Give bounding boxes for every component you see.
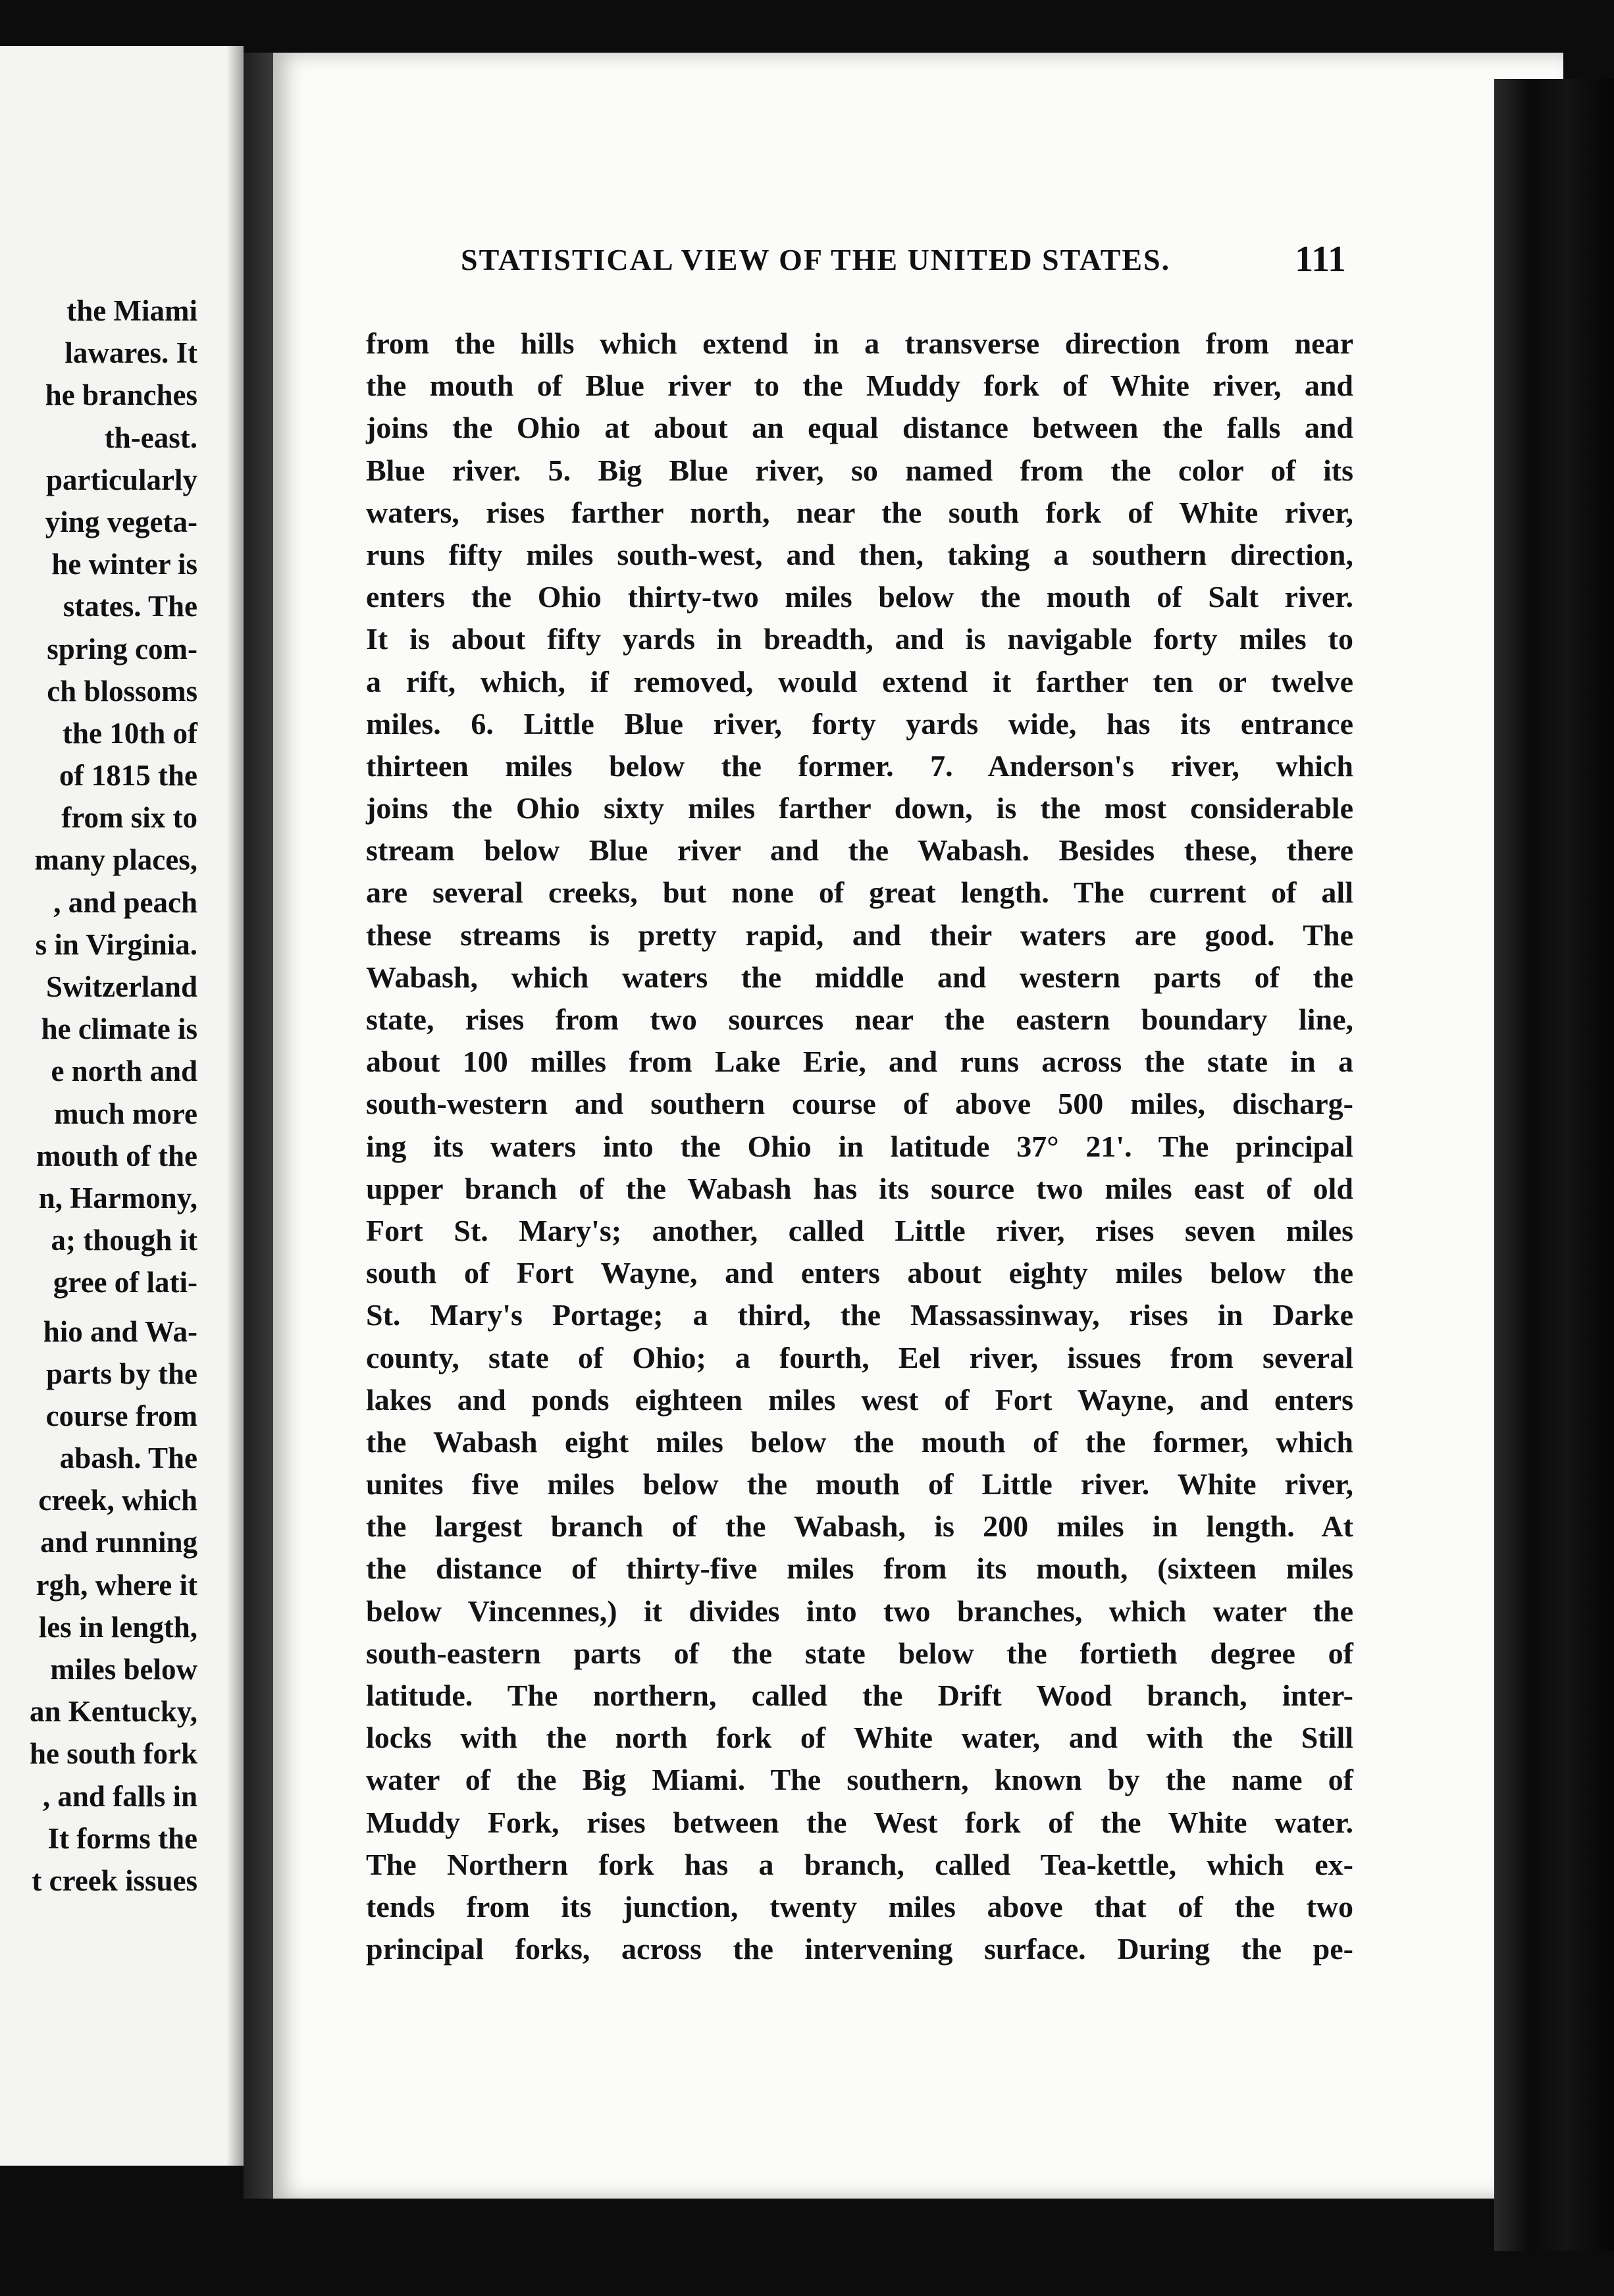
- facing-page-line: of 1815 the: [59, 759, 197, 793]
- facing-page-line: th-east.: [104, 421, 197, 454]
- facing-page-line: lawares. It: [65, 336, 197, 370]
- facing-page-line: and running: [40, 1526, 197, 1559]
- text-line: The Northern fork has a branch, called Tea-kettle, which ex-: [366, 1847, 1353, 1881]
- text-line: enters the Ohio thirty-two miles below the mouth of Salt river.: [366, 580, 1353, 614]
- facing-page-line: mouth of the: [36, 1139, 197, 1172]
- text-line: south-eastern parts of the state below the fortieth degree of: [366, 1636, 1353, 1670]
- text-line: runs fifty miles south-west, and then, taking a southern direction,: [366, 537, 1353, 571]
- text-line: a rift, which, if removed, would extend it farther ten or twelve: [366, 664, 1353, 698]
- facing-page-line: t creek issues: [32, 1864, 197, 1897]
- running-head: [461, 239, 1346, 280]
- text-line: stream below Blue river and the Wabash. Besides these, there: [366, 833, 1353, 868]
- text-line: unites five miles below the mouth of Little river. White river,: [366, 1467, 1353, 1501]
- text-line: Wabash, which waters the middle and western parts of the: [366, 960, 1353, 994]
- facing-page-line: Switzerland: [46, 970, 197, 1003]
- text-line: about 100 milles from Lake Erie, and runs across the state in a: [366, 1045, 1353, 1079]
- facing-page-line: , and peach: [53, 885, 197, 919]
- facing-page-shadow: [226, 46, 244, 2166]
- facing-page-line: he branches: [45, 378, 197, 412]
- text-line: are several creeks, but none of great length. The current of all: [366, 875, 1353, 910]
- body-text: [366, 323, 1353, 1970]
- text-line: locks with the north fork of White water, and with the Still: [366, 1721, 1353, 1755]
- facing-page-line: the Miami: [66, 294, 197, 327]
- facing-page-line: he climate is: [41, 1012, 197, 1046]
- facing-page-line: parts by the: [45, 1357, 197, 1390]
- facing-page-line: s in Virginia.: [35, 927, 197, 961]
- facing-page-line: rgh, where it: [36, 1568, 197, 1602]
- facing-page-line: particularly: [46, 463, 197, 496]
- text-line: Blue river. 5. Big Blue river, so named from the color of its: [366, 453, 1353, 487]
- facing-page-line: , and falls in: [42, 1779, 197, 1813]
- facing-page-line: [0, 1304, 197, 1311]
- text-line: Muddy Fork, rises between the West fork of the White water.: [366, 1805, 1353, 1839]
- text-line: ing its waters into the Ohio in latitude 37° 21'. The principal: [366, 1129, 1353, 1163]
- text-line: principal forks, across the intervening surface. During the pe-: [366, 1932, 1353, 1966]
- text-line: the Wabash eight miles below the mouth of the former, which: [366, 1424, 1353, 1459]
- facing-page-line: an Kentucky,: [29, 1695, 197, 1729]
- text-line: miles. 6. Little Blue river, forty yards wide, has its entrance: [366, 706, 1353, 741]
- text-line: below Vincennes,) it divides into two branches, which water the: [366, 1594, 1353, 1628]
- facing-page-line: from six to: [61, 801, 197, 835]
- text-line: It is about fifty yards in breadth, and is navigable forty miles to: [366, 622, 1353, 656]
- facing-page-line: It forms the: [47, 1821, 197, 1855]
- facing-page-line: ying vegeta-: [45, 505, 197, 538]
- facing-page-line: he south fork: [29, 1737, 197, 1771]
- text-line: the distance of thirty-five miles from its mouth, (sixteen miles: [366, 1552, 1353, 1586]
- text-line: these streams is pretty rapid, and their waters are good. The: [366, 918, 1353, 952]
- facing-page-text: [0, 290, 197, 1902]
- facing-page-line: les in length,: [38, 1610, 197, 1644]
- facing-page-line: spring com-: [47, 632, 197, 665]
- text-line: latitude. The northern, called the Drift Wood branch, inter-: [366, 1679, 1353, 1712]
- text-line: south-western and southern course of above 500 miles, discharg-: [366, 1087, 1353, 1121]
- text-line: thirteen miles below the former. 7. Anderson's river, which: [366, 748, 1353, 783]
- text-line: from the hills which extend in a transverse direction from near: [366, 326, 1353, 360]
- facing-page-line: e north and: [51, 1055, 197, 1088]
- facing-page-line: course from: [45, 1399, 197, 1432]
- text-line: water of the Big Miami. The southern, known by the name of: [366, 1763, 1353, 1797]
- running-head-title: STATISTICAL VIEW OF THE UNITED STATES.: [461, 243, 1171, 276]
- text-line: upper branch of the Wabash has its source two miles east of old: [366, 1171, 1353, 1205]
- text-line: joins the Ohio at about an equal distance between the falls and: [366, 411, 1353, 445]
- text-line: state, rises from two sources near the eastern boundary line,: [366, 1003, 1353, 1036]
- facing-page-line: states. The: [63, 590, 197, 623]
- facing-page-line: much more: [54, 1097, 197, 1130]
- text-line: waters, rises farther north, near the south fork of White river,: [366, 495, 1353, 529]
- text-line: tends from its junction, twenty miles above that of the two: [366, 1889, 1353, 1923]
- facing-page-line: gree of lati-: [53, 1266, 197, 1299]
- facing-page-line: many places,: [34, 843, 197, 877]
- page-number: 111: [1295, 239, 1346, 280]
- text-line: county, state of Ohio; a fourth, Eel river, issues from several: [366, 1340, 1353, 1374]
- facing-page-line: ch blossoms: [47, 674, 197, 708]
- text-line: the largest branch of the Wabash, is 200 miles in length. At: [366, 1509, 1353, 1544]
- facing-page-line: miles below: [50, 1653, 197, 1686]
- facing-page-line: he winter is: [51, 548, 197, 581]
- text-line: the mouth of Blue river to the Muddy fork of White river, and: [366, 369, 1353, 403]
- page-edge-shadow: [1494, 79, 1614, 2251]
- text-line: south of Fort Wayne, and enters about eighty miles below the: [366, 1256, 1353, 1290]
- text-line: lakes and ponds eighteen miles west of Fort Wayne, and enters: [366, 1382, 1353, 1417]
- facing-page-line: n, Harmony,: [38, 1181, 197, 1214]
- facing-page-line: creek, which: [38, 1484, 197, 1517]
- facing-page: [0, 46, 244, 2166]
- facing-page-line: the 10th of: [63, 716, 197, 750]
- facing-page-line: a; though it: [51, 1224, 197, 1257]
- facing-page-line: abash. The: [59, 1442, 197, 1475]
- text-line: joins the Ohio sixty miles farther down, is the most considerable: [366, 791, 1353, 825]
- facing-page-line: hio and Wa-: [43, 1315, 197, 1348]
- text-line: St. Mary's Portage; a third, the Massassinway, rises in Darke: [366, 1298, 1353, 1332]
- text-line: Fort St. Mary's; another, called Little river, rises seven miles: [366, 1213, 1353, 1247]
